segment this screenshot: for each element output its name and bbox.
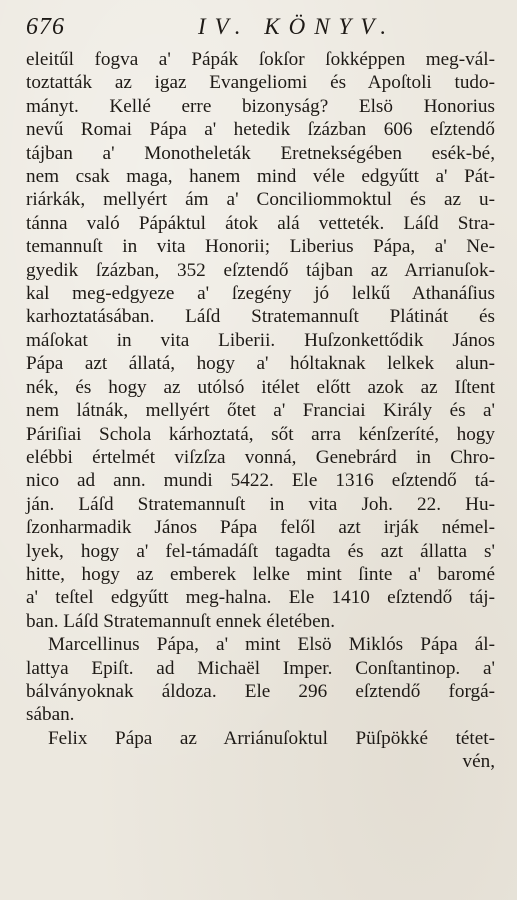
text-line: bálványoknak áldoza. Ele 296 eſztendő forgá- bbox=[26, 680, 495, 702]
text-line: gyedik ſzázban, 352 eſztendő tájban az Arrianuſok- bbox=[26, 259, 495, 281]
text-line: eleitűl fogva a' Pápák ſokſor ſokképpen meg-vál- bbox=[26, 49, 495, 70]
text-line: ján. Láſd Stratemannuſt in vita Joh. 22. Hu- bbox=[26, 493, 495, 515]
text-line: nevű Romai Pápa a' hetedik ſzázban 606 eſztendő bbox=[26, 119, 495, 141]
page-number: 676 bbox=[26, 14, 65, 40]
text-line: máſokat in vita Liberii. Huſzonkettődik János bbox=[26, 329, 495, 351]
text-line: sában. bbox=[26, 704, 75, 726]
text-line: Felix Pápa az Arriánuſoktul Püſpökké tétet- bbox=[48, 727, 495, 749]
text-line: nék, és hogy az utólsó itélet előtt azok az Iſtent bbox=[26, 376, 495, 398]
text-line: tájban a' Monotheleták Eretnekségében esék-bé, bbox=[26, 142, 495, 164]
text-line: riárkák, mellyért ám a' Conciliommoktul és az u- bbox=[26, 189, 495, 211]
text-line: Páriſiai Schola kárhoztatá, sőt arra kénſzeríté, hogy bbox=[26, 423, 495, 445]
text-line: kal meg-edgyeze a' ſzegény jó lelkű Athanáſius bbox=[26, 283, 495, 305]
text-line: Marcellinus Pápa, a' mint Elsö Miklós Pápa ál- bbox=[48, 634, 495, 656]
text-line: tánna való Pápáktul átok alá vetteték. Láſd Stra- bbox=[26, 212, 495, 234]
text-line: toztatták az igaz Evangeliomi és Apoſtoli tudo- bbox=[26, 72, 495, 94]
running-head bbox=[26, 14, 495, 48]
catchword: vén, bbox=[462, 751, 495, 773]
text-line: ſzonharmadik János Pápa felől azt irják némel- bbox=[26, 517, 495, 539]
text-line: nem látnák, mellyért őtet a' Franciai Király és a' bbox=[26, 400, 495, 422]
text-line: nem csak maga, hanem mind véle edgyűtt a' Pát- bbox=[26, 166, 495, 188]
text-line: temannuſt in vita Honorii; Liberius Pápa, a' Ne- bbox=[26, 236, 495, 258]
text-line: elébbi értelmét viſzſza vonná, Genebrárd in Chro- bbox=[26, 446, 495, 468]
book-title: IV. KÖNYV. bbox=[198, 14, 396, 39]
text-line: a' teſtel edgyűtt meg-halna. Ele 1410 eſztendő táj- bbox=[26, 587, 495, 609]
body-text bbox=[26, 48, 495, 774]
text-line: hitte, hogy az emberek lelke mint ſinte a' baromé bbox=[26, 563, 495, 585]
text-line: Pápa azt állatá, hogy a' hóltaknak lelkek alun- bbox=[26, 353, 495, 375]
text-line: lyek, hogy a' fel-támadáſt tagadta és azt állatta s' bbox=[26, 540, 495, 562]
text-line: ban. Láſd Stratemannuſt ennek életében. bbox=[26, 610, 336, 632]
text-line: karhoztatásában. Láſd Stratemannuſt Plátinát és bbox=[26, 306, 495, 328]
text-line: lattya Epiſt. ad Michaël Imper. Conſtantinop. a' bbox=[26, 657, 495, 679]
text-line: nico ad ann. mundi 5422. Ele 1316 eſztendő tá- bbox=[26, 470, 495, 492]
text-line: mányt. Kellé erre bizonyság? Elsö Honorius bbox=[26, 95, 495, 117]
